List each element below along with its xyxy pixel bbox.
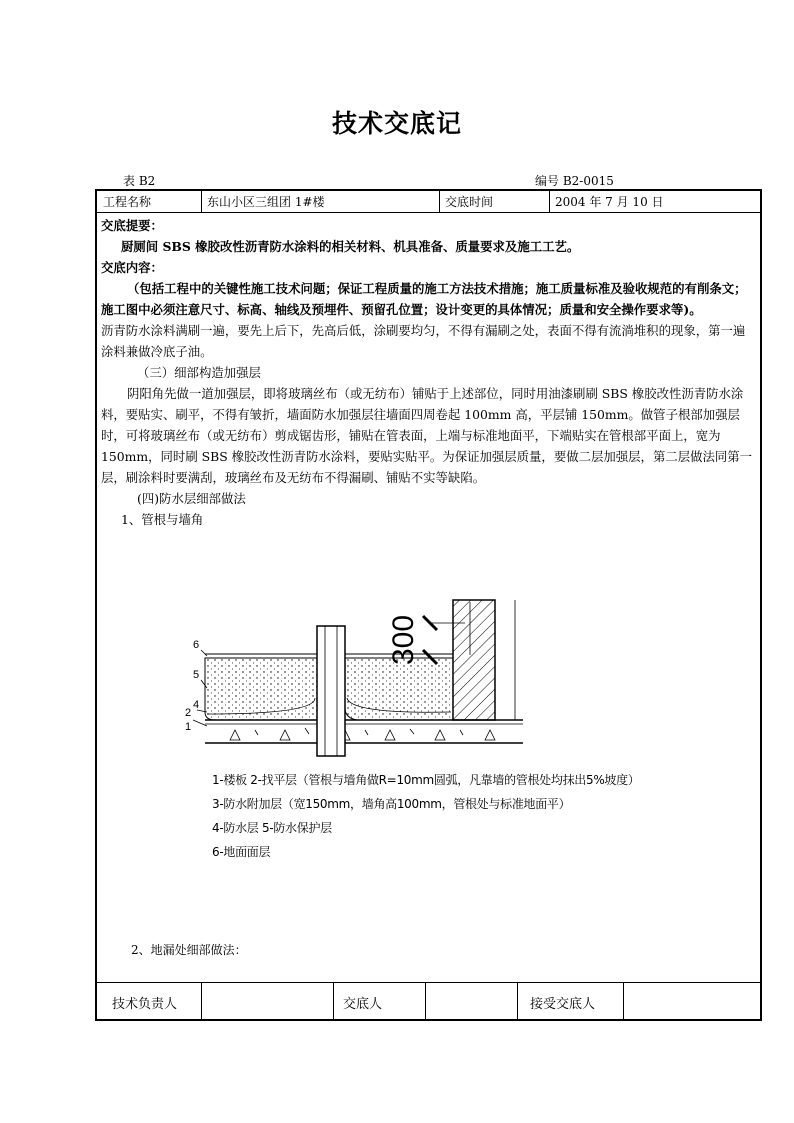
time-label: 交底时间 [445, 195, 494, 209]
item-1-title: 1、管根与墙角 [121, 512, 204, 527]
diagram-legend [212, 768, 640, 864]
content-label: 交底内容： [101, 260, 163, 275]
layer-label-6: 6 [193, 639, 200, 651]
content-area [101, 215, 757, 530]
section-3-title: （三）细部构造加强层 [137, 365, 261, 380]
project-label: 工程名称 [103, 195, 152, 209]
form-code: 表 B2 [123, 174, 156, 188]
layer-label-1: 1 [185, 721, 192, 733]
floor-slab [205, 720, 523, 743]
summary-label: 交底提要： [101, 218, 163, 233]
dimension-text: 300 [387, 614, 420, 666]
tech-lead-label: 技术负责人 [112, 997, 178, 1012]
paragraph-coating: 沥青防水涂料满刷一遍，要先上后下，先高后低，涂刷要均匀，不得有漏刷之处，表面不得有流淌堆积的现象，第一遍涂料兼做冷底子油。 [101, 323, 746, 359]
handover-label: 交底人 [343, 997, 383, 1012]
item-2-title: 2、地漏处细部做法： [131, 943, 247, 957]
section-4-title: (四)防水层细部做法 [137, 491, 246, 506]
document-title: 技术交底记 [331, 109, 462, 138]
serial-number: 编号 B2-0015 [535, 174, 614, 188]
layer-label-4: 4 [193, 699, 200, 711]
content-note: （包括工程中的关键性施工技术问题；保证工程质量的施工方法技术措施；施工质量标准及验收规范的有削条文；施工图中必须注意尺寸、标高、轴线及预埋件、预留孔位置；设计变更的具体情况；质量和安全操作要求等)。 [101, 281, 747, 317]
pipe [317, 626, 345, 756]
legend-line-4: 6-地面面层 [212, 845, 271, 859]
legend-line-1: 1-楼板 2-找平层（管根与墙角做R=10mm圆弧，凡靠墙的管根处均抹出5%坡度） [212, 773, 640, 787]
legend-line-3: 4-防水层 5-防水保护层 [212, 821, 332, 835]
layer-label-5: 5 [193, 669, 200, 681]
wall [453, 600, 515, 720]
layer-label-2: 2 [185, 707, 192, 719]
paragraph-reinforcement: 阴阳角先做一道加强层，即将玻璃丝布（或无纺布）铺贴于上述部位，同时用油漆刷刷 SBS 橡胶改性沥青防水涂料，要贴实、刷平，不得有皱折，墙面防水加强层往墙面四周卷起 100mm 高，平层铺 150mm。做管子根部加强层时，可将玻璃丝布（或无纺布）剪成锯齿形，铺贴在管表面，上端与标准地面平，下端贴实在管根部平面上，宽为 150mm，同时刷 SBS 橡胶改性沥青防水涂料，要贴实贴平。为保证加强层质量，要做二层加强层，第二层做法同第一层，刷涂料时要满刮，玻璃丝布及无纺布不得漏刷、铺贴不实等缺陷。 [101, 386, 753, 485]
receiver-label: 接受交底人 [530, 997, 596, 1012]
legend-line-2: 3-防水附加层（宽150mm，墙角高100mm，管根处与标准地面平） [212, 797, 571, 811]
summary-text: 厨厕间 SBS 橡胶改性沥青防水涂料的相关材料、机具准备、质量要求及施工工艺。 [121, 239, 580, 254]
time-value: 2004 年 7 月 10 日 [555, 195, 664, 209]
project-value: 东山小区三组团 1#楼 [207, 195, 325, 209]
pipe-wall-detail-diagram [185, 580, 625, 760]
